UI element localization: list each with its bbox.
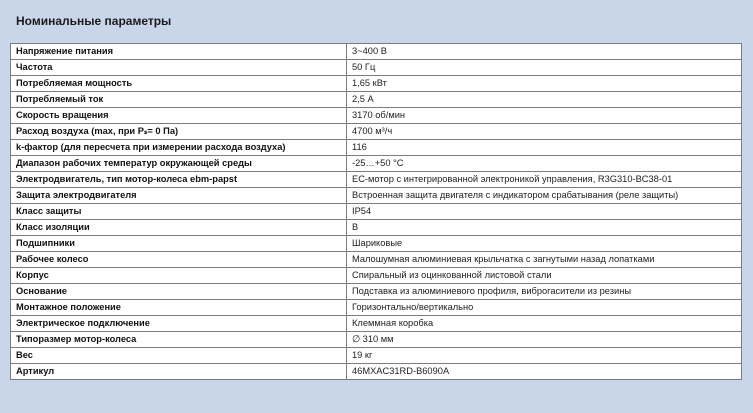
parameters-table-body	[11, 44, 742, 380]
table-row	[11, 108, 742, 124]
table-row	[11, 156, 742, 172]
section-title: Номинальные параметры	[16, 14, 172, 28]
table-row	[11, 172, 742, 188]
parameter-value: Подставка из алюминиевого профиля, виброгасители из резины	[347, 284, 742, 300]
table-row	[11, 348, 742, 364]
parameter-value: -25…+50 °C	[347, 156, 742, 172]
table-row	[11, 364, 742, 380]
table-row	[11, 92, 742, 108]
parameter-value: 4700 м³/ч	[347, 124, 742, 140]
parameter-value: IP54	[347, 204, 742, 220]
table-row	[11, 300, 742, 316]
parameter-name: Диапазон рабочих температур окружающей среды	[11, 156, 347, 172]
parameter-name: Защита электродвигателя	[11, 188, 347, 204]
table-row	[11, 316, 742, 332]
parameter-name: Скорость вращения	[11, 108, 347, 124]
table-row	[11, 140, 742, 156]
table-row	[11, 44, 742, 60]
parameter-value: Встроенная защита двигателя с индикатором срабатывания (реле защиты)	[347, 188, 742, 204]
parameter-name: Расход воздуха (max, при Pₛ= 0 Па)	[11, 124, 347, 140]
parameter-name: Частота	[11, 60, 347, 76]
table-row	[11, 76, 742, 92]
parameter-value: Малошумная алюминиевая крыльчатка с загнутыми назад лопатками	[347, 252, 742, 268]
parameter-value: B	[347, 220, 742, 236]
table-row	[11, 284, 742, 300]
table-row	[11, 332, 742, 348]
table-row	[11, 268, 742, 284]
table-row	[11, 252, 742, 268]
parameter-value: 3~400 В	[347, 44, 742, 60]
parameter-value: Клеммная коробка	[347, 316, 742, 332]
parameter-value: ЕС-мотор с интегрированной электроникой управления, R3G310-BC38-01	[347, 172, 742, 188]
parameter-value: 46MXAC31RD-B6090A	[347, 364, 742, 380]
table-row	[11, 236, 742, 252]
parameter-name: Потребляемая мощность	[11, 76, 347, 92]
parameter-value: 116	[347, 140, 742, 156]
parameter-value: 3170 об/мин	[347, 108, 742, 124]
table-row	[11, 124, 742, 140]
parameter-name: Напряжение питания	[11, 44, 347, 60]
parameter-name: Электродвигатель, тип мотор-колеса ebm-papst	[11, 172, 347, 188]
parameter-name: Класс защиты	[11, 204, 347, 220]
parameter-value: 2,5 А	[347, 92, 742, 108]
parameter-name: Подшипники	[11, 236, 347, 252]
parameter-value: 1,65 кВт	[347, 76, 742, 92]
parameter-name: Артикул	[11, 364, 347, 380]
parameter-name: Класс изоляции	[11, 220, 347, 236]
table-row	[11, 188, 742, 204]
parameter-name: Электрическое подключение	[11, 316, 347, 332]
table-row	[11, 204, 742, 220]
parameter-name: Монтажное положение	[11, 300, 347, 316]
parameter-name: Потребляемый ток	[11, 92, 347, 108]
parameter-value: Спиральный из оцинкованной листовой стали	[347, 268, 742, 284]
table-row	[11, 60, 742, 76]
parameter-name: Вес	[11, 348, 347, 364]
parameter-value: ∅ 310 мм	[347, 332, 742, 348]
parameter-value: Горизонтально/вертикально	[347, 300, 742, 316]
parameter-name: Рабочее колесо	[11, 252, 347, 268]
parameter-value: Шариковые	[347, 236, 742, 252]
table-row	[11, 220, 742, 236]
parameter-value: 50 Гц	[347, 60, 742, 76]
parameter-name: Основание	[11, 284, 347, 300]
parameter-name: k-фактор (для пересчета при измерении расхода воздуха)	[11, 140, 347, 156]
parameters-table	[10, 43, 742, 380]
parameter-value: 19 кг	[347, 348, 742, 364]
parameter-name: Типоразмер мотор-колеса	[11, 332, 347, 348]
parameter-name: Корпус	[11, 268, 347, 284]
